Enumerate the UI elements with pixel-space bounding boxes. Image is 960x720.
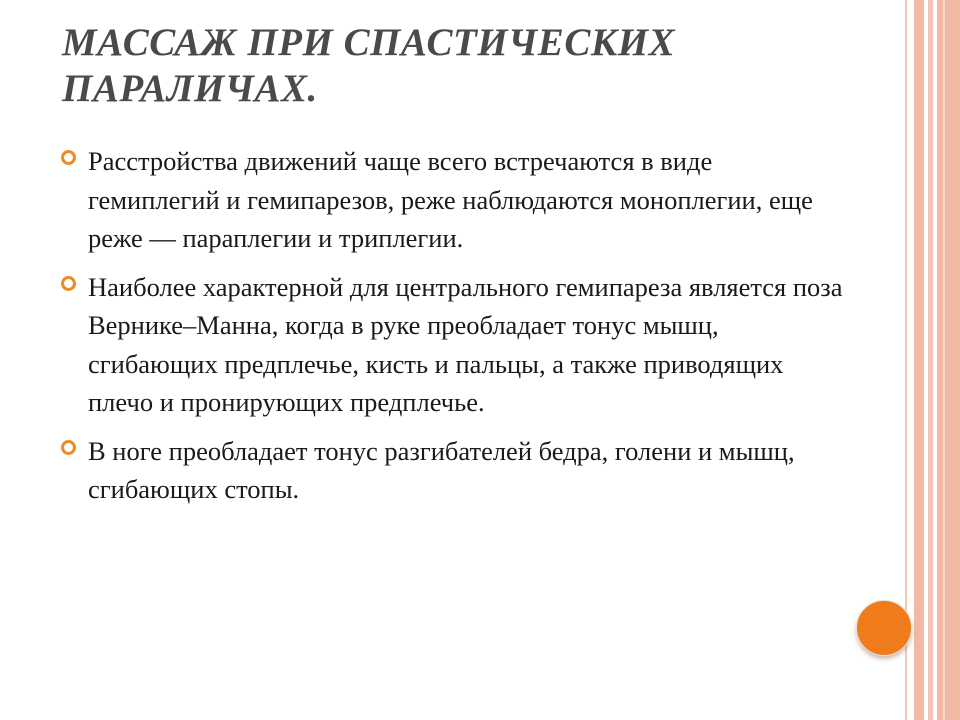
- decorative-stripe: [937, 0, 960, 720]
- decorative-stripe: [914, 0, 924, 720]
- bullet-item: [64, 268, 844, 422]
- bullet-text: В ноге преобладает тонус разгибателей бедра, голени и мышц, сгибающих стопы.: [88, 435, 795, 504]
- orange-circle-icon: [856, 600, 912, 656]
- decorative-stripe: [928, 0, 933, 720]
- bullet-text: Расстройства движений чаще всего встречаются в виде гемиплегий и гемипарезов, реже наблюдаются моноплегии, еще реже — параплегии и триплегии.: [88, 146, 813, 253]
- ring-bullet-icon: [61, 276, 76, 291]
- bullet-item: [64, 432, 844, 509]
- bullet-item: [64, 142, 844, 258]
- ring-bullet-icon: [61, 440, 76, 455]
- decorative-stripe: [943, 0, 945, 720]
- bullet-text: Наиболее характерной для центрального гемипареза является поза Вернике–Манна, когда в руке преобладает тонус мышц, сгибающих предплечье, кисть и пальцы, а также приводящих плечо и пронирующих предплечье.: [88, 271, 843, 417]
- bullet-list: [64, 142, 844, 519]
- slide-title: МАССАЖ ПРИ СПАСТИЧЕСКИХ ПАРАЛИЧАХ.: [62, 21, 676, 110]
- ring-bullet-icon: [61, 150, 76, 165]
